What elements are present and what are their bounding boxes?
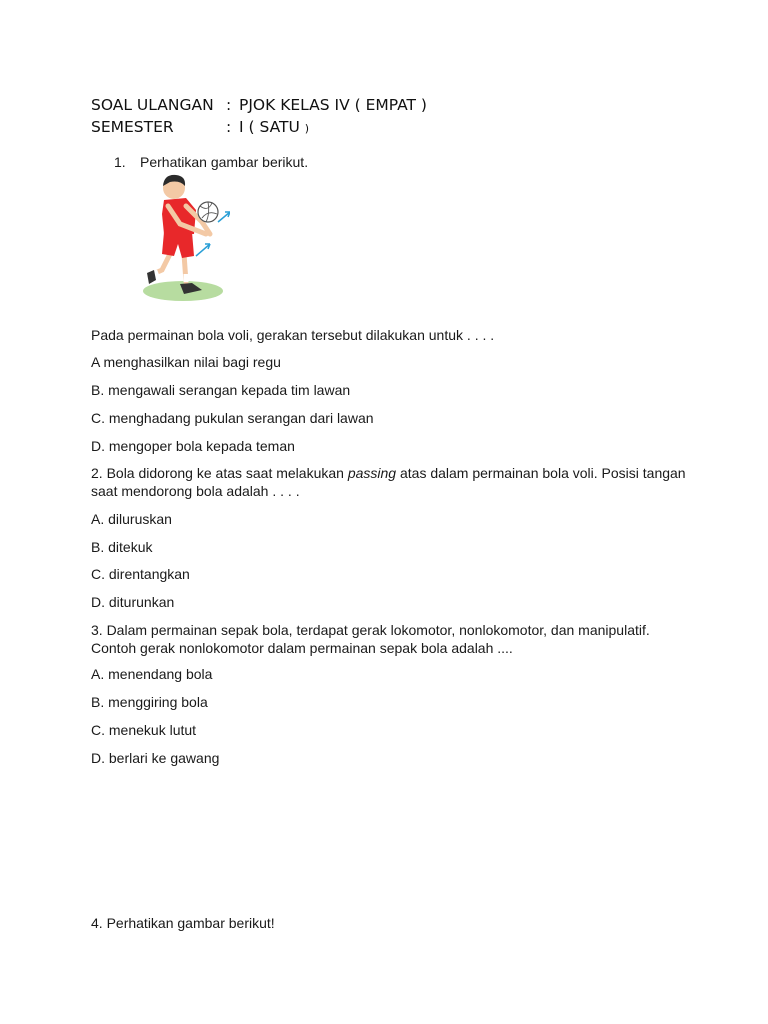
header-label-soal-ulangan: SOAL ULANGAN (91, 96, 214, 114)
question-2-option-c: C. direntangkan (91, 566, 190, 582)
player-shorts (162, 232, 194, 258)
question-2-option-a: A. diluruskan (91, 511, 172, 527)
question-3-option-a: A. menendang bola (91, 666, 213, 682)
question-2-text-italic: passing (347, 465, 397, 481)
semester-value-close-paren: ) (304, 122, 310, 135)
question-3-option-d: D. berlari ke gawang (91, 750, 220, 766)
volleyball-player-passing-illustration (140, 170, 230, 305)
question-2-text-before: 2. Bola didorong ke atas saat melakukan (91, 465, 348, 481)
question-2-option-d: D. diturunkan (91, 594, 175, 610)
question-2-option-b: B. ditekuk (91, 539, 153, 555)
question-1-text: Pada permainan bola voli, gerakan tersebut dilakukan untuk . . . . (91, 327, 495, 343)
header-colon: : (226, 118, 232, 136)
question-1-option-d: D. mengoper bola kepada teman (91, 438, 295, 454)
question-1-option-b: B. mengawali serangan kepada tim lawan (91, 382, 351, 398)
question-1-option-c: C. menghadang pukulan serangan dari lawan (91, 410, 374, 426)
question-2-text (91, 464, 691, 500)
question-1-number: 1. (114, 154, 126, 170)
question-3-option-b: B. menggiring bola (91, 694, 208, 710)
header-value-subject: PJOK KELAS IV ( EMPAT ) (239, 96, 427, 114)
question-2-text-after: atas dalam permainan bola voli. Posisi tangan saat mendorong bola adalah . . . . (91, 465, 686, 499)
question-3-option-c: C. menekuk lutut (91, 722, 197, 738)
question-1-option-a: A menghasilkan nilai bagi regu (91, 354, 281, 370)
semester-value-text: I ( SATU (239, 118, 300, 136)
question-3-text: 3. Dalam permainan sepak bola, terdapat gerak lokomotor, nonlokomotor, dan manipulatif. Contoh gerak nonlokomotor dalam permainan sepak bola adalah .... (91, 622, 650, 656)
header-colon: : (226, 96, 232, 114)
motion-arrow-lower (196, 244, 210, 256)
question-1-intro: Perhatikan gambar berikut. (140, 154, 309, 170)
header-value-semester (239, 118, 309, 136)
header-label-semester: SEMESTER (91, 118, 174, 136)
question-4-text: 4. Perhatikan gambar berikut! (91, 915, 275, 931)
